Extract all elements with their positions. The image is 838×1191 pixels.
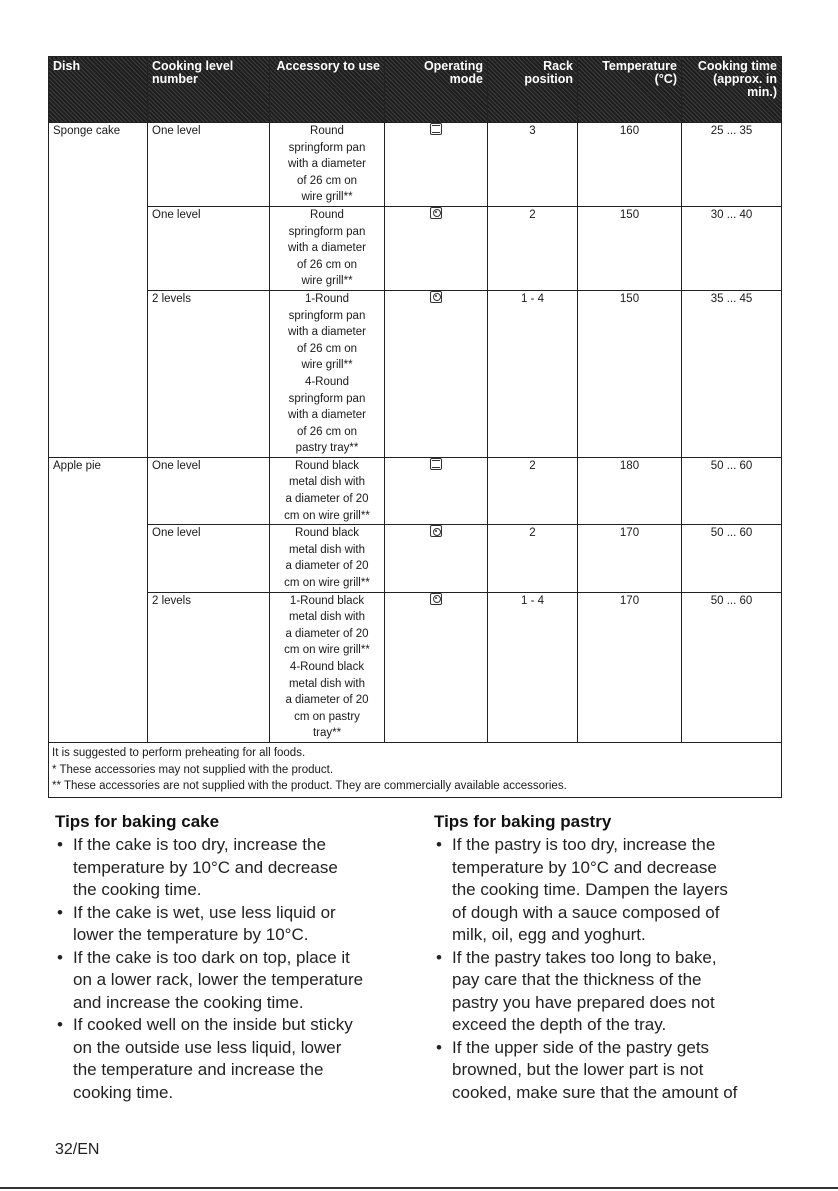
accessory-line: cm on wire grill** bbox=[284, 509, 370, 522]
tip-line: browned, but the lower part is not bbox=[452, 1060, 704, 1079]
tips-baking-pastry bbox=[434, 812, 784, 1104]
table-row bbox=[49, 457, 782, 524]
tips-cake-title: Tips for baking cake bbox=[55, 812, 220, 831]
cell-cooking-time: 50 ... 60 bbox=[682, 457, 782, 524]
page-number: 32/EN bbox=[55, 1141, 100, 1158]
cell-cooking-time: 35 ... 45 bbox=[682, 290, 782, 457]
accessory-line: Round bbox=[310, 208, 344, 221]
tip-line: the cooking time. bbox=[73, 880, 202, 899]
accessory-line: of 26 cm on bbox=[296, 342, 358, 355]
cell-operating-mode bbox=[385, 592, 488, 742]
tip-line: on the outside use less liquid, lower bbox=[73, 1037, 342, 1057]
accessory-line: wire grill** bbox=[301, 359, 353, 372]
accessory-line: metal dish with bbox=[288, 543, 366, 556]
fan-heat-icon bbox=[430, 525, 442, 537]
cell-cooking-level: One level bbox=[148, 457, 270, 524]
cell-rack-position: 1 - 4 bbox=[488, 290, 578, 457]
tips-baking-cake bbox=[55, 812, 405, 1104]
fan-heat-icon bbox=[430, 593, 442, 605]
accessory-line: with a diameter bbox=[288, 409, 366, 422]
bullet-icon: • bbox=[436, 947, 442, 967]
accessory-line: tray** bbox=[312, 727, 342, 740]
cell-rack-position: 3 bbox=[488, 123, 578, 207]
tip-item bbox=[55, 1014, 405, 1104]
bullet-icon: • bbox=[57, 902, 63, 922]
tip-line: pastry you have prepared does not bbox=[452, 992, 715, 1012]
cell-accessory bbox=[270, 290, 385, 457]
tip-line: cooking time. bbox=[73, 1082, 174, 1102]
tip-line: If the cake is too dry, increase the bbox=[73, 835, 326, 854]
tip-item bbox=[434, 834, 784, 947]
tip-line: pay care that the thickness of the bbox=[452, 970, 702, 989]
cell-cooking-time: 50 ... 60 bbox=[682, 592, 782, 742]
tip-line: If the cake is wet, use less liquid or bbox=[73, 902, 336, 922]
cell-temperature: 180 bbox=[578, 457, 682, 524]
cell-dish: Apple pie bbox=[49, 457, 148, 742]
header-temperature: Temperature (°C) bbox=[578, 57, 682, 123]
cell-operating-mode bbox=[385, 290, 488, 457]
table-notes-row bbox=[49, 742, 782, 797]
static-heat-icon bbox=[430, 123, 442, 135]
accessory-line: wire grill** bbox=[301, 191, 353, 204]
cell-cooking-level: One level bbox=[148, 206, 270, 290]
cell-cooking-time: 30 ... 40 bbox=[682, 206, 782, 290]
accessory-line: a diameter of 20 bbox=[285, 493, 369, 506]
tip-item bbox=[55, 947, 405, 1015]
cell-accessory bbox=[270, 206, 385, 290]
table-row bbox=[49, 123, 782, 207]
cell-cooking-level: One level bbox=[148, 525, 270, 592]
tip-line: and increase the cooking time. bbox=[73, 992, 304, 1012]
accessory-line: springform pan bbox=[288, 392, 366, 405]
tip-item bbox=[55, 834, 405, 902]
cell-temperature: 170 bbox=[578, 525, 682, 592]
accessory-line: springform pan bbox=[288, 309, 366, 322]
header-accessory: Accessory to use bbox=[270, 57, 385, 123]
cell-cooking-level: 2 levels bbox=[148, 290, 270, 457]
accessory-line: springform pan bbox=[288, 225, 366, 238]
accessory-line: Round black bbox=[295, 459, 359, 472]
cell-cooking-time: 50 ... 60 bbox=[682, 525, 782, 592]
table-row bbox=[49, 592, 782, 742]
accessory-line: cm on wire grill** bbox=[284, 577, 370, 590]
bullet-icon: • bbox=[57, 947, 63, 967]
accessory-line: of 26 cm on bbox=[296, 258, 358, 271]
note-preheat: It is suggested to perform preheating for all foods. bbox=[52, 746, 306, 759]
accessory-line: cm on wire grill** bbox=[284, 644, 370, 657]
tip-line: If the pastry is too dry, increase the bbox=[452, 835, 716, 854]
tip-line: lower the temperature by 10°C. bbox=[73, 925, 309, 944]
tip-line: the temperature and increase the bbox=[73, 1060, 324, 1079]
cell-cooking-level: One level bbox=[148, 123, 270, 207]
tip-line: the cooking time. Dampen the layers bbox=[452, 880, 728, 899]
tip-line: If the pastry takes too long to bake, bbox=[452, 947, 717, 967]
accessory-line: Round bbox=[310, 125, 344, 137]
cell-operating-mode bbox=[385, 525, 488, 592]
table-header-row bbox=[49, 57, 782, 123]
note-single-star: * These accessories may not supplied with the product. bbox=[52, 763, 334, 776]
fan-heat-icon bbox=[430, 291, 442, 303]
bullet-icon: • bbox=[436, 1037, 442, 1057]
cell-temperature: 160 bbox=[578, 123, 682, 207]
static-heat-icon bbox=[430, 458, 442, 470]
header-cooking-time: Cooking time (approx. in min.) bbox=[682, 57, 782, 123]
cell-temperature: 170 bbox=[578, 592, 682, 742]
cell-accessory bbox=[270, 525, 385, 592]
tip-line: exceed the depth of the tray. bbox=[452, 1015, 667, 1034]
note-double-star: ** These accessories are not supplied with the product. They are commercially available accessories. bbox=[52, 780, 567, 793]
table-row bbox=[49, 290, 782, 457]
cell-rack-position: 2 bbox=[488, 457, 578, 524]
accessory-line: metal dish with bbox=[288, 611, 366, 624]
tip-line: If the upper side of the pastry gets bbox=[452, 1037, 710, 1057]
tip-line: temperature by 10°C and decrease bbox=[73, 857, 338, 877]
cell-operating-mode bbox=[385, 206, 488, 290]
cell-rack-position: 2 bbox=[488, 525, 578, 592]
accessory-line: a diameter of 20 bbox=[285, 694, 369, 707]
accessory-line: 1-Round black bbox=[289, 594, 365, 607]
tips-pastry-list bbox=[434, 834, 784, 1104]
accessory-line: with a diameter bbox=[288, 326, 366, 339]
tip-line: of dough with a sauce composed of bbox=[452, 902, 720, 922]
tip-line: cooked, make sure that the amount of bbox=[452, 1082, 738, 1102]
fan-heat-icon bbox=[430, 207, 442, 219]
tip-line: If the cake is too dark on top, place it bbox=[73, 947, 350, 967]
accessory-line: of 26 cm on bbox=[296, 174, 358, 187]
accessory-line: a diameter of 20 bbox=[285, 560, 369, 573]
cell-operating-mode bbox=[385, 457, 488, 524]
accessory-line: wire grill** bbox=[301, 275, 353, 288]
cell-accessory bbox=[270, 457, 385, 524]
cell-temperature: 150 bbox=[578, 206, 682, 290]
accessory-line: springform pan bbox=[288, 141, 366, 154]
cooking-table bbox=[48, 56, 782, 798]
table-row bbox=[49, 525, 782, 592]
accessory-line: cm on pastry bbox=[294, 710, 360, 723]
accessory-line: a diameter of 20 bbox=[285, 627, 369, 640]
tip-line: If cooked well on the inside but sticky bbox=[73, 1015, 353, 1034]
tip-item bbox=[434, 947, 784, 1037]
tip-item bbox=[434, 1037, 784, 1105]
tip-line: milk, oil, egg and yoghurt. bbox=[452, 925, 646, 944]
tips-pastry-title: Tips for baking pastry bbox=[434, 812, 612, 831]
accessory-line: 4-Round black bbox=[289, 661, 365, 673]
cell-cooking-level: 2 levels bbox=[148, 592, 270, 742]
accessory-line: 1-Round bbox=[304, 292, 350, 305]
header-operating-mode: Operating mode bbox=[385, 57, 488, 123]
cell-operating-mode bbox=[385, 123, 488, 207]
header-rack-position: Rack position bbox=[488, 57, 578, 123]
cell-cooking-time: 25 ... 35 bbox=[682, 123, 782, 207]
table-notes bbox=[49, 742, 782, 797]
accessory-line: with a diameter bbox=[288, 158, 366, 171]
bottom-divider bbox=[0, 1187, 838, 1189]
cell-rack-position: 2 bbox=[488, 206, 578, 290]
accessory-line: pastry tray** bbox=[295, 442, 359, 455]
accessory-line: Round black bbox=[295, 527, 359, 540]
accessory-line: 4-Round bbox=[304, 375, 350, 388]
tips-cake-list bbox=[55, 834, 405, 1104]
cell-temperature: 150 bbox=[578, 290, 682, 457]
tip-line: temperature by 10°C and decrease bbox=[452, 857, 717, 877]
bullet-icon: • bbox=[57, 1015, 63, 1034]
tip-item bbox=[55, 902, 405, 947]
cell-accessory bbox=[270, 592, 385, 742]
header-cooking-level: Cooking level number bbox=[148, 57, 270, 123]
accessory-line: with a diameter bbox=[288, 242, 366, 255]
bullet-icon: • bbox=[436, 835, 442, 854]
cell-rack-position: 1 - 4 bbox=[488, 592, 578, 742]
accessory-line: of 26 cm on bbox=[296, 425, 358, 438]
header-dish: Dish bbox=[49, 57, 148, 123]
table-body bbox=[49, 123, 782, 743]
cell-accessory bbox=[270, 123, 385, 207]
table-row bbox=[49, 206, 782, 290]
cell-dish: Sponge cake bbox=[49, 123, 148, 458]
bullet-icon: • bbox=[57, 835, 63, 854]
accessory-line: metal dish with bbox=[288, 476, 366, 489]
accessory-line: metal dish with bbox=[288, 677, 366, 690]
tip-line: on a lower rack, lower the temperature bbox=[73, 970, 364, 989]
